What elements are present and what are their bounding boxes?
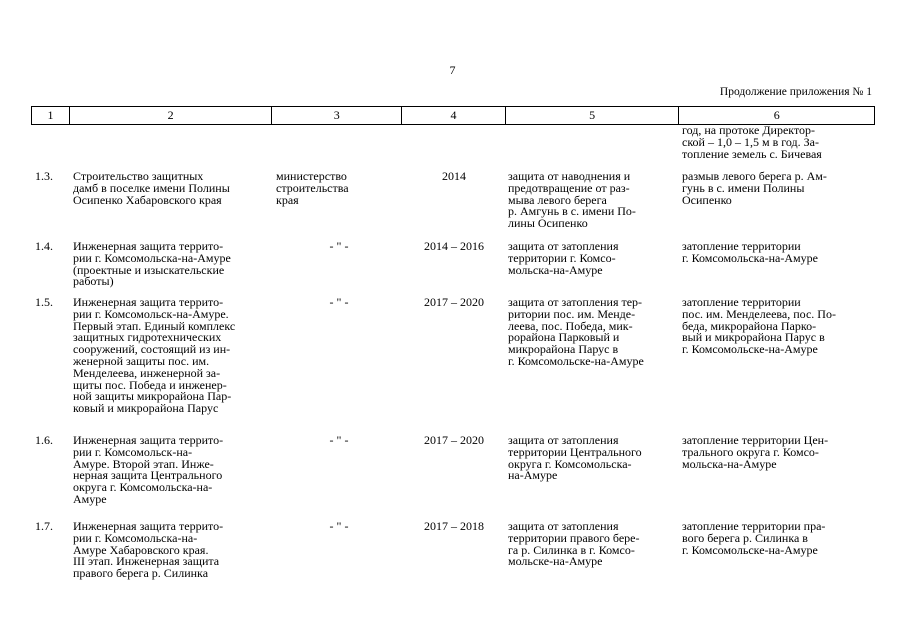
- header-col-1: 1: [32, 107, 70, 124]
- consequence: затопление территории пра- вого берега р. Силинка в г. Комсомольске-на-Амуре: [682, 519, 826, 557]
- header-col-4: 4: [402, 107, 506, 124]
- row-number: 1.4.: [35, 239, 53, 253]
- table-row: [31, 171, 875, 241]
- consequence: затопление территории Цен- трального округа г. Комсо- мольска-на-Амуре: [682, 433, 829, 471]
- period: 2014 – 2016: [424, 239, 484, 253]
- header-col-3: 3: [272, 107, 402, 124]
- expected-result: защита от затопления территории г. Комсо- мольска-на-Амуре: [508, 239, 619, 277]
- executor: - " -: [329, 433, 349, 447]
- table-row: [31, 241, 875, 297]
- expected-result: защита от наводнения и предотвращение от раз- мыва левого берега р. Амгунь в с. имени По- лины Осипенко: [508, 169, 636, 231]
- period: 2017 – 2020: [424, 295, 484, 309]
- consequence: размыв левого берега р. Ам- гунь в с. имени Полины Осипенко: [682, 169, 827, 207]
- measure-name: Инженерная защита террито- рии г. Комсомольск-на- Амуре. Второй этап. Инже- нерная защита Центрального округа г. Комсомольска-на- Амуре: [73, 433, 224, 506]
- table-row: [31, 521, 875, 601]
- period: 2014: [442, 169, 466, 183]
- continuation-label: Продолжение приложения № 1: [719, 86, 872, 98]
- consequence: затопление территории пос. им. Менделеева, пос. По- беда, микрорайона Парко- вый и микрорайона Парус в г. Комсомольске-на-Амуре: [682, 295, 836, 357]
- measure-name: Строительство защитных дамб в поселке имени Полины Осипенко Хабаровского края: [73, 169, 230, 207]
- continued-consequence: год, на протоке Директор- ской – 1,0 – 1,5 м в год. За- топление земель с. Бичевая: [682, 123, 822, 161]
- table-row: [31, 297, 875, 435]
- expected-result: защита от затопления тер- ритории пос. им. Менде- леева, пос. Победа, мик- рорайона Парковый и микрорайона Парус в г. Комсомольске-на-Амуре: [508, 295, 644, 368]
- measure-name: Инженерная защита террито- рии г. Комсомольска-на- Амуре Хабаровского края. III этап. Инженерная защита правого берега р. Силинка: [73, 519, 224, 581]
- expected-result: защита от затопления территории правого бере- га р. Силинка в г. Комсо- мольске-на-Амуре: [508, 519, 640, 569]
- executor: министерство строительства края: [276, 169, 349, 207]
- header-col-6: 6: [773, 108, 780, 122]
- header-col-2: 2: [70, 107, 273, 124]
- row-number: 1.6.: [35, 433, 53, 447]
- table-body: [31, 125, 875, 601]
- row-number: 1.5.: [35, 295, 53, 309]
- executor: - " -: [329, 295, 349, 309]
- period: 2017 – 2018: [424, 519, 484, 533]
- executor: - " -: [329, 519, 349, 533]
- measure-name: Инженерная защита террито- рии г. Комсомольска-на-Амуре (проектные и изыскательские работы): [73, 239, 231, 289]
- page-number: 7: [449, 63, 456, 77]
- expected-result: защита от затопления территории Центрального округа г. Комсомольска- на-Амуре: [508, 433, 642, 483]
- table-row-continued: [31, 125, 875, 171]
- period: 2017 – 2020: [424, 433, 484, 447]
- row-number: 1.3.: [35, 169, 53, 183]
- consequence: затопление территории г. Комсомольска-на-Амуре: [682, 239, 818, 265]
- row-number: 1.7.: [35, 519, 53, 533]
- table-row: [31, 435, 875, 521]
- measure-name: Инженерная защита террито- рии г. Комсомольск-на-Амуре. Первый этап. Единый комплекс защитных гидротехнических сооружений, состоящий из ин- женерной защиты пос. им. Менделеева, инженерной за- щиты пос. Победа и инженер- ной защиты микрорайона Пар- ковый и микрорайона Парус: [73, 295, 236, 416]
- header-col-5: 5: [506, 107, 680, 124]
- executor: - " -: [329, 239, 349, 253]
